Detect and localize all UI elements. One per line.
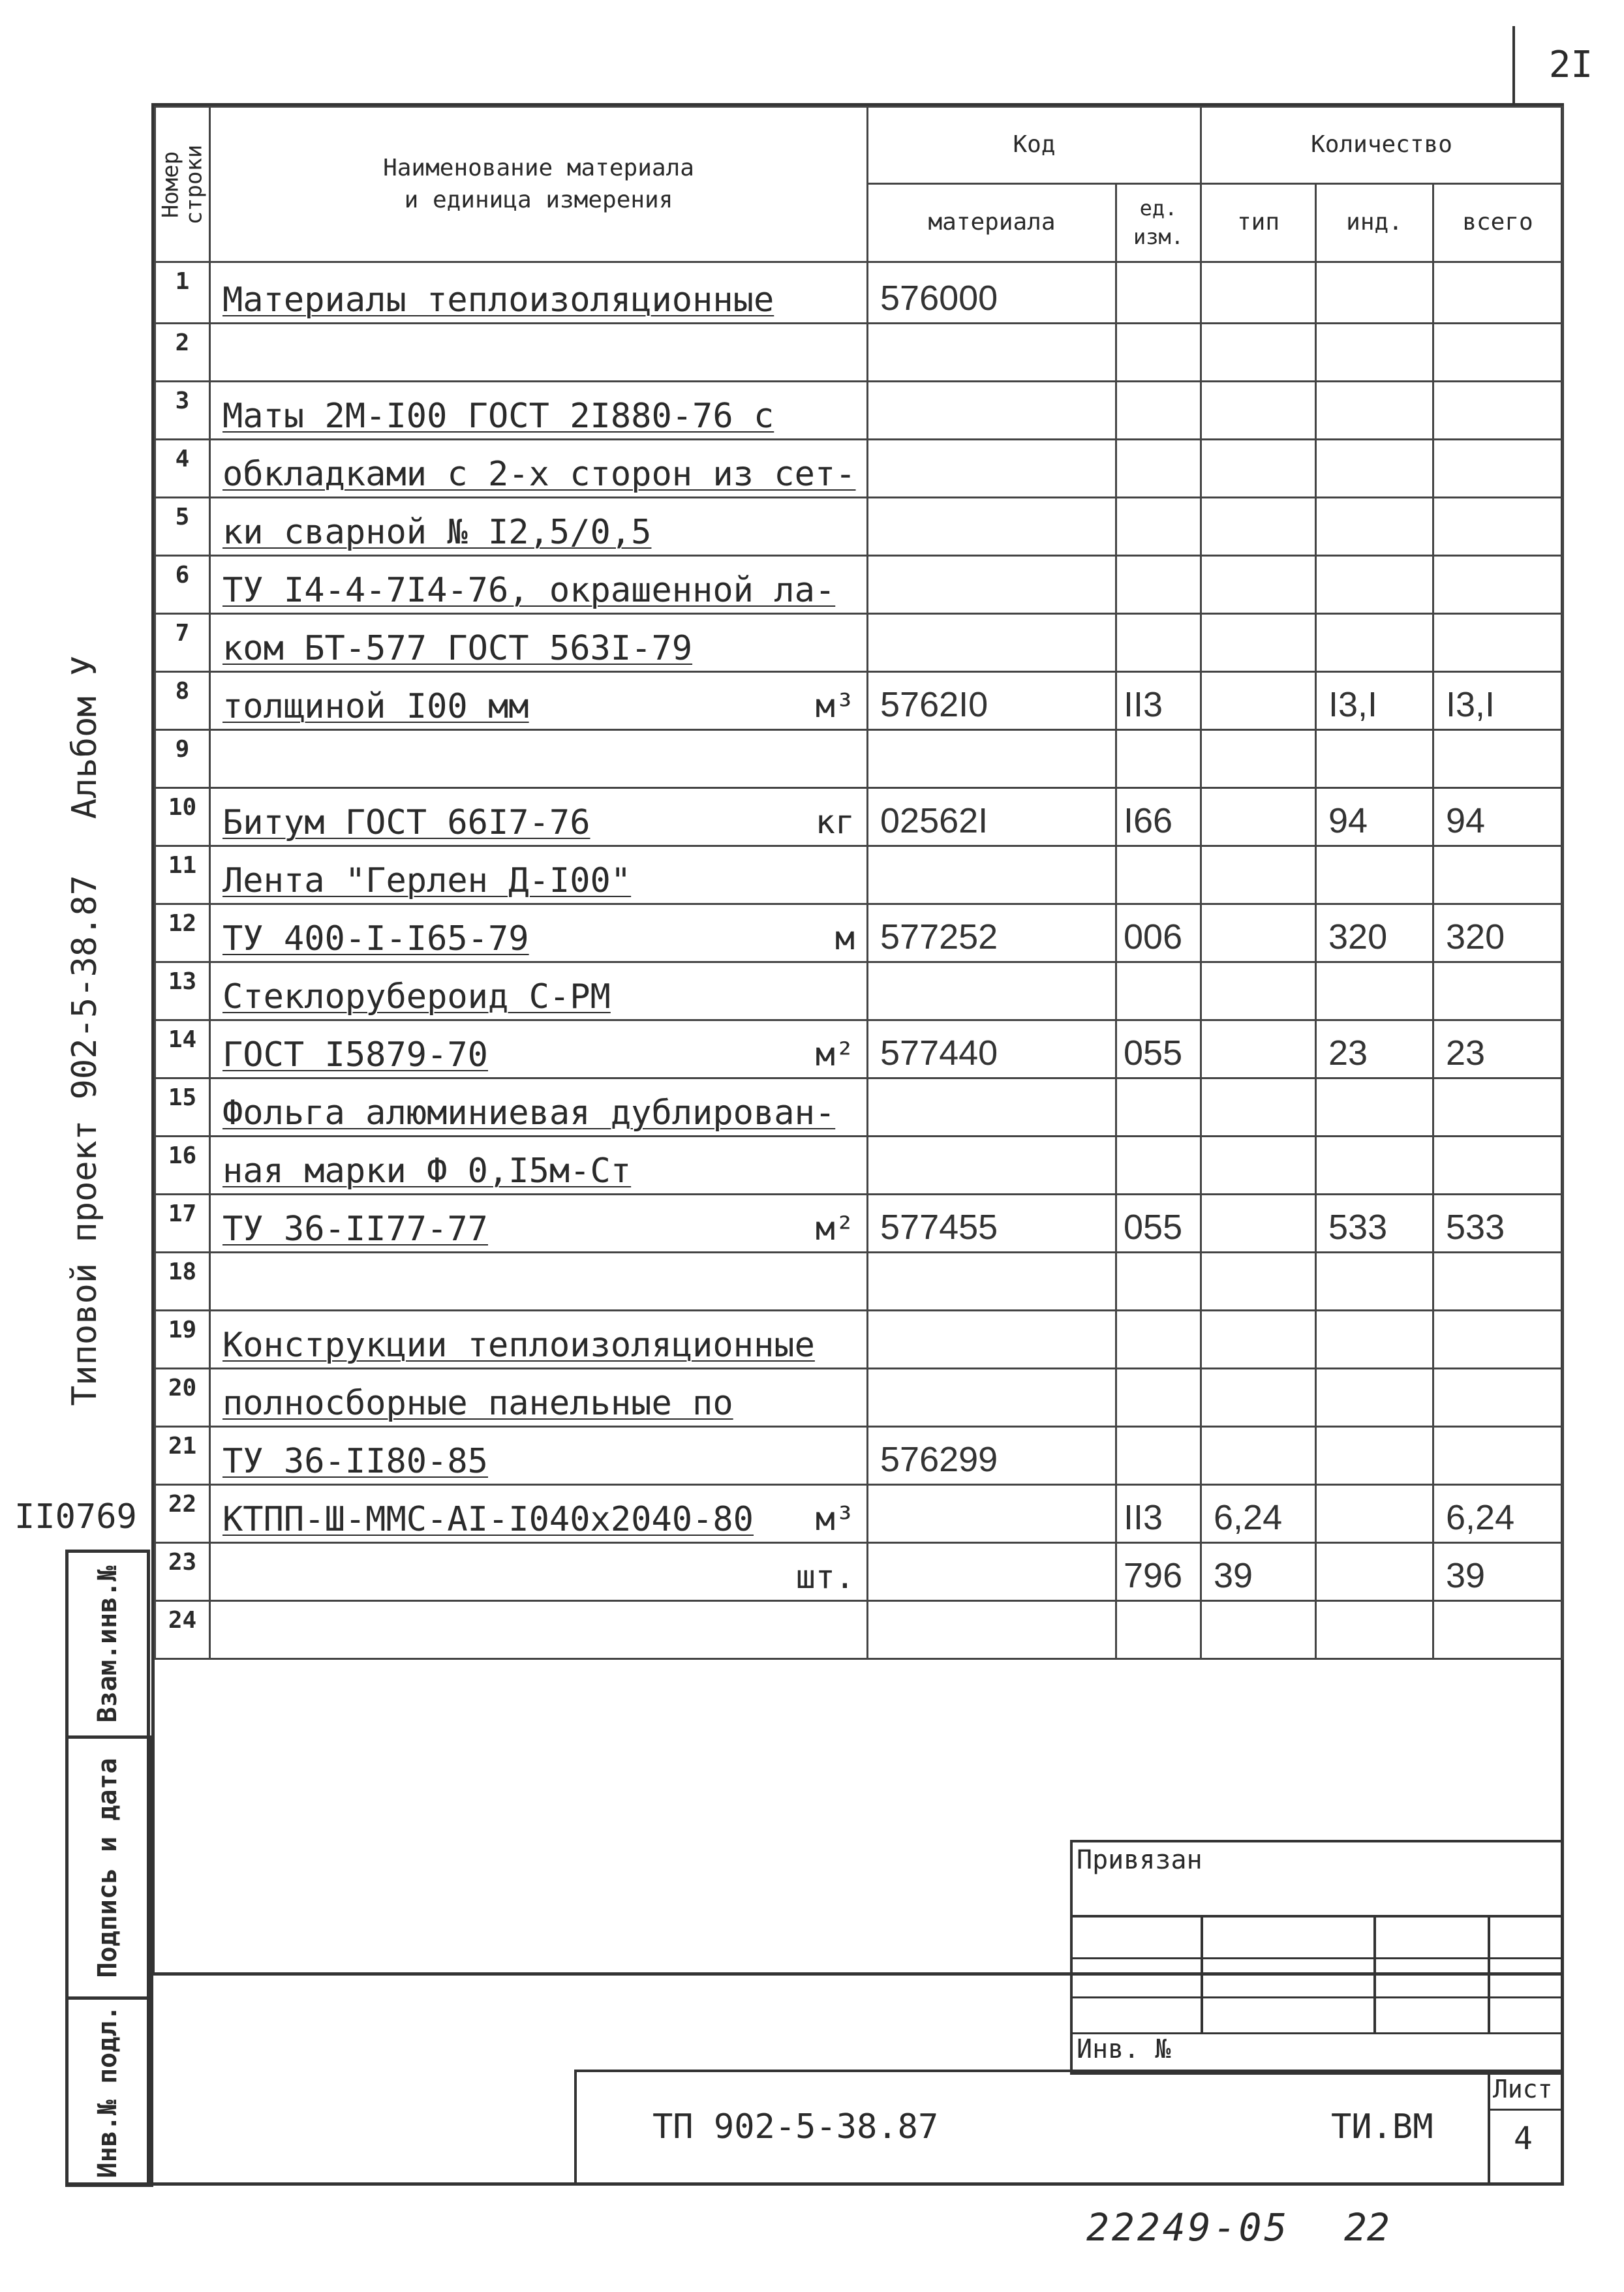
row-number: 23 bbox=[155, 1543, 210, 1601]
unit-code: 796 bbox=[1116, 1543, 1201, 1601]
qty-total bbox=[1433, 1311, 1563, 1369]
material-name-cell bbox=[210, 440, 868, 498]
material-name-cell bbox=[210, 1078, 868, 1137]
material-name: ГОСТ I5879-70 bbox=[222, 1035, 488, 1075]
qty-type bbox=[1201, 1137, 1316, 1195]
inventory-number: II0769 bbox=[14, 1497, 137, 1536]
material-code: 576000 bbox=[868, 262, 1116, 324]
material-name: Маты 2М-I00 ГОСТ 2I880-76 с bbox=[222, 397, 774, 436]
material-name: Стеклорубероид С-РМ bbox=[222, 977, 611, 1016]
material-name-cell bbox=[210, 730, 868, 788]
qty-type: 39 bbox=[1201, 1543, 1316, 1601]
material-name-cell bbox=[210, 1253, 868, 1311]
qty-ind bbox=[1316, 846, 1433, 904]
material-name-cell bbox=[210, 1427, 868, 1485]
material-code bbox=[868, 1543, 1116, 1601]
qty-total bbox=[1433, 324, 1563, 382]
unit-of-measure: м bbox=[835, 919, 855, 957]
unit-of-measure: шт. bbox=[795, 1558, 855, 1596]
qty-total: 39 bbox=[1433, 1543, 1563, 1601]
table-row bbox=[155, 440, 1563, 498]
row-number: 2 bbox=[155, 324, 210, 382]
qty-type bbox=[1201, 440, 1316, 498]
row-number: 17 bbox=[155, 1195, 210, 1253]
material-name-cell bbox=[210, 788, 868, 846]
qty-total bbox=[1433, 382, 1563, 440]
unit-code bbox=[1116, 962, 1201, 1020]
unit-code bbox=[1116, 1601, 1201, 1659]
row-number: 4 bbox=[155, 440, 210, 498]
unit-of-measure: м² bbox=[815, 1035, 855, 1073]
material-name: полносборные панельные по bbox=[222, 1384, 733, 1423]
material-code: 577440 bbox=[868, 1020, 1116, 1078]
material-code: 577455 bbox=[868, 1195, 1116, 1253]
material-code: 577252 bbox=[868, 904, 1116, 962]
qty-total bbox=[1433, 1601, 1563, 1659]
qty-ind bbox=[1316, 498, 1433, 556]
material-name: Фольга алюминиевая дублирован- bbox=[222, 1093, 836, 1133]
unit-code bbox=[1116, 556, 1201, 614]
header-qty-type-label: тип bbox=[1236, 209, 1280, 236]
qty-type bbox=[1201, 730, 1316, 788]
table-row bbox=[155, 614, 1563, 672]
table-row bbox=[155, 498, 1563, 556]
stamp-inv-label: Инв.№ подл. bbox=[93, 2005, 123, 2178]
qty-ind bbox=[1316, 1078, 1433, 1137]
table-row bbox=[155, 1601, 1563, 1659]
row-number: 21 bbox=[155, 1427, 210, 1485]
header-code bbox=[868, 107, 1201, 184]
header-quantity-label: Количество bbox=[1311, 131, 1452, 159]
material-code bbox=[868, 1601, 1116, 1659]
qty-total bbox=[1433, 730, 1563, 788]
qty-type bbox=[1201, 1369, 1316, 1427]
material-name-cell bbox=[210, 1311, 868, 1369]
material-name-cell bbox=[210, 1020, 868, 1078]
qty-ind bbox=[1316, 1543, 1433, 1601]
header-qty-ind-label: инд. bbox=[1346, 209, 1403, 236]
table-row bbox=[155, 1311, 1563, 1369]
row-number: 1 bbox=[155, 262, 210, 324]
qty-type bbox=[1201, 614, 1316, 672]
qty-total: 94 bbox=[1433, 788, 1563, 846]
unit-code bbox=[1116, 262, 1201, 324]
material-name-cell bbox=[210, 614, 868, 672]
material-code bbox=[868, 382, 1116, 440]
header-code-unit-label: ед. изм. bbox=[1133, 196, 1184, 249]
material-code bbox=[868, 440, 1116, 498]
header-code-material bbox=[868, 184, 1116, 262]
unit-code: 055 bbox=[1116, 1020, 1201, 1078]
material-name-cell bbox=[210, 556, 868, 614]
material-name: Лента "Герлен Д-I00" bbox=[222, 861, 632, 900]
material-name: ТУ 36-II77-77 bbox=[222, 1210, 488, 1249]
row-number: 18 bbox=[155, 1253, 210, 1311]
material-name: Конструкции теплоизоляционные bbox=[222, 1326, 815, 1365]
qty-type bbox=[1201, 1020, 1316, 1078]
qty-type bbox=[1201, 498, 1316, 556]
material-code: 576299 bbox=[868, 1427, 1116, 1485]
row-number: 3 bbox=[155, 382, 210, 440]
row-number: 9 bbox=[155, 730, 210, 788]
unit-code: 006 bbox=[1116, 904, 1201, 962]
material-name: Материалы теплоизоляционные bbox=[222, 281, 774, 320]
unit-of-measure: м³ bbox=[815, 687, 855, 725]
material-name-cell bbox=[210, 324, 868, 382]
table-row bbox=[155, 382, 1563, 440]
qty-total bbox=[1433, 498, 1563, 556]
qty-type bbox=[1201, 324, 1316, 382]
row-number: 6 bbox=[155, 556, 210, 614]
order-number: 22249-05 bbox=[1086, 2205, 1290, 2250]
row-number: 5 bbox=[155, 498, 210, 556]
material-name-cell bbox=[210, 1601, 868, 1659]
qty-total bbox=[1433, 1137, 1563, 1195]
qty-total: 320 bbox=[1433, 904, 1563, 962]
qty-type bbox=[1201, 556, 1316, 614]
row-number: 8 bbox=[155, 672, 210, 730]
row-number: 22 bbox=[155, 1485, 210, 1543]
header-quantity bbox=[1201, 107, 1563, 184]
qty-ind: I3,I bbox=[1316, 672, 1433, 730]
unit-of-measure: м³ bbox=[815, 1500, 855, 1538]
material-name-cell bbox=[210, 1137, 868, 1195]
qty-total bbox=[1433, 1078, 1563, 1137]
unit-of-measure: кг bbox=[815, 803, 855, 841]
row-number: 10 bbox=[155, 788, 210, 846]
table-row bbox=[155, 1543, 1563, 1601]
row-number: 13 bbox=[155, 962, 210, 1020]
binding-vline-1 bbox=[1201, 1915, 1203, 2032]
unit-code bbox=[1116, 730, 1201, 788]
qty-total bbox=[1433, 262, 1563, 324]
material-code bbox=[868, 324, 1116, 382]
material-code bbox=[868, 1137, 1116, 1195]
unit-code bbox=[1116, 324, 1201, 382]
sheet-cell-line bbox=[1488, 2109, 1564, 2111]
unit-code bbox=[1116, 1078, 1201, 1137]
qty-type bbox=[1201, 962, 1316, 1020]
material-name: ТУ 36-II80-85 bbox=[222, 1442, 488, 1481]
material-code bbox=[868, 730, 1116, 788]
row-number: 20 bbox=[155, 1369, 210, 1427]
table-row bbox=[155, 324, 1563, 382]
qty-total bbox=[1433, 440, 1563, 498]
row-number: 14 bbox=[155, 1020, 210, 1078]
material-code bbox=[868, 498, 1116, 556]
unit-code bbox=[1116, 382, 1201, 440]
unit-code bbox=[1116, 498, 1201, 556]
qty-ind bbox=[1316, 440, 1433, 498]
qty-type: 6,24 bbox=[1201, 1485, 1316, 1543]
table-row bbox=[155, 1195, 1563, 1253]
material-name-cell bbox=[210, 262, 868, 324]
material-code bbox=[868, 614, 1116, 672]
material-name: ком БТ-577 ГОСТ 563I-79 bbox=[222, 629, 693, 668]
header-code-unit bbox=[1116, 184, 1201, 262]
unit-code: I66 bbox=[1116, 788, 1201, 846]
qty-type bbox=[1201, 1195, 1316, 1253]
table-row bbox=[155, 730, 1563, 788]
material-code bbox=[868, 1078, 1116, 1137]
qty-ind bbox=[1316, 1427, 1433, 1485]
row-number: 7 bbox=[155, 614, 210, 672]
table-row bbox=[155, 1020, 1563, 1078]
header-row-number bbox=[155, 107, 210, 262]
material-name: толщиной I00 мм bbox=[222, 687, 529, 726]
qty-ind bbox=[1316, 324, 1433, 382]
qty-total bbox=[1433, 1427, 1563, 1485]
qty-type bbox=[1201, 904, 1316, 962]
qty-total: I3,I bbox=[1433, 672, 1563, 730]
album-label: Альбом У bbox=[65, 655, 104, 819]
material-name-cell bbox=[210, 1543, 868, 1601]
sheet-cell-divider bbox=[1488, 2070, 1490, 2186]
table-row bbox=[155, 672, 1563, 730]
qty-type bbox=[1201, 1601, 1316, 1659]
material-name-cell bbox=[210, 904, 868, 962]
header-row-number-label: Номер строки bbox=[157, 144, 207, 224]
material-name: ная марки Ф 0,I5м-Ст bbox=[222, 1152, 632, 1191]
binding-vline-3 bbox=[1488, 1915, 1490, 2032]
material-name-cell bbox=[210, 1195, 868, 1253]
table-row bbox=[155, 556, 1563, 614]
unit-code bbox=[1116, 846, 1201, 904]
stamp-sign-cell bbox=[65, 1735, 150, 2000]
material-name-cell bbox=[210, 846, 868, 904]
header-qty-total-label: всего bbox=[1462, 209, 1533, 236]
qty-ind bbox=[1316, 1369, 1433, 1427]
header-qty-type bbox=[1201, 184, 1316, 262]
qty-ind bbox=[1316, 1601, 1433, 1659]
qty-total bbox=[1433, 614, 1563, 672]
material-name-cell bbox=[210, 498, 868, 556]
material-name: Битум ГОСТ 66I7-76 bbox=[222, 803, 590, 842]
material-name-cell bbox=[210, 1485, 868, 1543]
unit-code bbox=[1116, 1369, 1201, 1427]
qty-ind bbox=[1316, 614, 1433, 672]
table-row bbox=[155, 788, 1563, 846]
header-name-label: Наименование материала и единица измерения bbox=[383, 154, 694, 213]
header-code-material-label: материала bbox=[928, 209, 1056, 236]
row-number: 24 bbox=[155, 1601, 210, 1659]
material-code bbox=[868, 1369, 1116, 1427]
row-number: 19 bbox=[155, 1311, 210, 1369]
qty-ind bbox=[1316, 730, 1433, 788]
material-code bbox=[868, 1485, 1116, 1543]
material-name-cell bbox=[210, 672, 868, 730]
unit-code: II3 bbox=[1116, 672, 1201, 730]
qty-type bbox=[1201, 1311, 1316, 1369]
unit-code bbox=[1116, 1137, 1201, 1195]
table-row bbox=[155, 1427, 1563, 1485]
qty-ind bbox=[1316, 382, 1433, 440]
material-code bbox=[868, 846, 1116, 904]
unit-code: 055 bbox=[1116, 1195, 1201, 1253]
stamp-inv-cell bbox=[65, 1996, 150, 2187]
qty-total bbox=[1433, 556, 1563, 614]
qty-total bbox=[1433, 846, 1563, 904]
material-name: ки сварной № I2,5/0,5 bbox=[222, 513, 652, 552]
qty-ind bbox=[1316, 1253, 1433, 1311]
unit-code: II3 bbox=[1116, 1485, 1201, 1543]
qty-type bbox=[1201, 846, 1316, 904]
qty-ind: 94 bbox=[1316, 788, 1433, 846]
qty-ind: 320 bbox=[1316, 904, 1433, 962]
bound-label: Привязан bbox=[1077, 1845, 1203, 1875]
qty-type bbox=[1201, 382, 1316, 440]
table-row bbox=[155, 1078, 1563, 1137]
qty-total bbox=[1433, 1253, 1563, 1311]
footer-page: 22 bbox=[1344, 2205, 1390, 2250]
unit-code bbox=[1116, 1427, 1201, 1485]
table-row bbox=[155, 1369, 1563, 1427]
stamp-swap-cell bbox=[65, 1550, 150, 1739]
material-name: обкладками с 2-х сторон из сет- bbox=[222, 455, 856, 494]
qty-type bbox=[1201, 1427, 1316, 1485]
qty-type bbox=[1201, 788, 1316, 846]
table-row bbox=[155, 846, 1563, 904]
mark: ТИ.ВМ bbox=[1331, 2107, 1433, 2147]
unit-of-measure: м² bbox=[815, 1210, 855, 1247]
qty-total: 23 bbox=[1433, 1020, 1563, 1078]
stamp-divider bbox=[150, 1735, 153, 2187]
qty-ind bbox=[1316, 556, 1433, 614]
material-code: 02562I bbox=[868, 788, 1116, 846]
material-name: КТПП-Ш-ММС-АI-I040х2040-80 bbox=[222, 1500, 754, 1539]
unit-code bbox=[1116, 614, 1201, 672]
material-name-cell bbox=[210, 962, 868, 1020]
unit-code bbox=[1116, 1253, 1201, 1311]
binding-vline-2 bbox=[1373, 1915, 1376, 2032]
qty-ind bbox=[1316, 262, 1433, 324]
table-row bbox=[155, 1137, 1563, 1195]
sheet-number: 2I bbox=[1512, 26, 1624, 103]
row-number: 16 bbox=[155, 1137, 210, 1195]
stamp-swap-label: Взам.инв.№ bbox=[93, 1565, 123, 1723]
qty-type bbox=[1201, 262, 1316, 324]
material-code bbox=[868, 556, 1116, 614]
material-name-cell bbox=[210, 382, 868, 440]
qty-ind: 533 bbox=[1316, 1195, 1433, 1253]
sheet-value: 4 bbox=[1514, 2120, 1533, 2157]
row-number: 12 bbox=[155, 904, 210, 962]
qty-ind: 23 bbox=[1316, 1020, 1433, 1078]
qty-ind bbox=[1316, 962, 1433, 1020]
qty-total: 6,24 bbox=[1433, 1485, 1563, 1543]
table-row bbox=[155, 262, 1563, 324]
qty-total bbox=[1433, 1369, 1563, 1427]
material-spec-table bbox=[154, 106, 1563, 1660]
material-name-cell bbox=[210, 1369, 868, 1427]
material-code: 5762I0 bbox=[868, 672, 1116, 730]
qty-total: 533 bbox=[1433, 1195, 1563, 1253]
table-row bbox=[155, 1253, 1563, 1311]
table-row bbox=[155, 904, 1563, 962]
header-qty-total bbox=[1433, 184, 1563, 262]
qty-ind bbox=[1316, 1311, 1433, 1369]
qty-type bbox=[1201, 672, 1316, 730]
header-name bbox=[210, 107, 868, 262]
qty-total bbox=[1433, 962, 1563, 1020]
qty-ind bbox=[1316, 1485, 1433, 1543]
material-code bbox=[868, 1253, 1116, 1311]
material-code bbox=[868, 962, 1116, 1020]
sheet-label: Лист bbox=[1493, 2075, 1553, 2103]
material-name: ТУ 400-I-I65-79 bbox=[222, 919, 529, 958]
table-row bbox=[155, 1485, 1563, 1543]
qty-type bbox=[1201, 1253, 1316, 1311]
header-qty-ind bbox=[1316, 184, 1433, 262]
unit-code bbox=[1116, 1311, 1201, 1369]
project-label: Типовой проект 902-5-38.87 bbox=[65, 875, 104, 1406]
material-code bbox=[868, 1311, 1116, 1369]
unit-code bbox=[1116, 440, 1201, 498]
header-code-label: Код bbox=[1013, 131, 1056, 159]
inv-label: Инв. № bbox=[1077, 2034, 1171, 2064]
stamp-sign-label: Подпись и дата bbox=[93, 1757, 123, 1978]
qty-ind bbox=[1316, 1137, 1433, 1195]
designation: ТП 902-5-38.87 bbox=[652, 2107, 939, 2147]
material-name: ТУ I4-4-7I4-76, окрашенной ла- bbox=[222, 571, 836, 610]
row-number: 11 bbox=[155, 846, 210, 904]
table-row bbox=[155, 962, 1563, 1020]
qty-type bbox=[1201, 1078, 1316, 1137]
row-number: 15 bbox=[155, 1078, 210, 1137]
